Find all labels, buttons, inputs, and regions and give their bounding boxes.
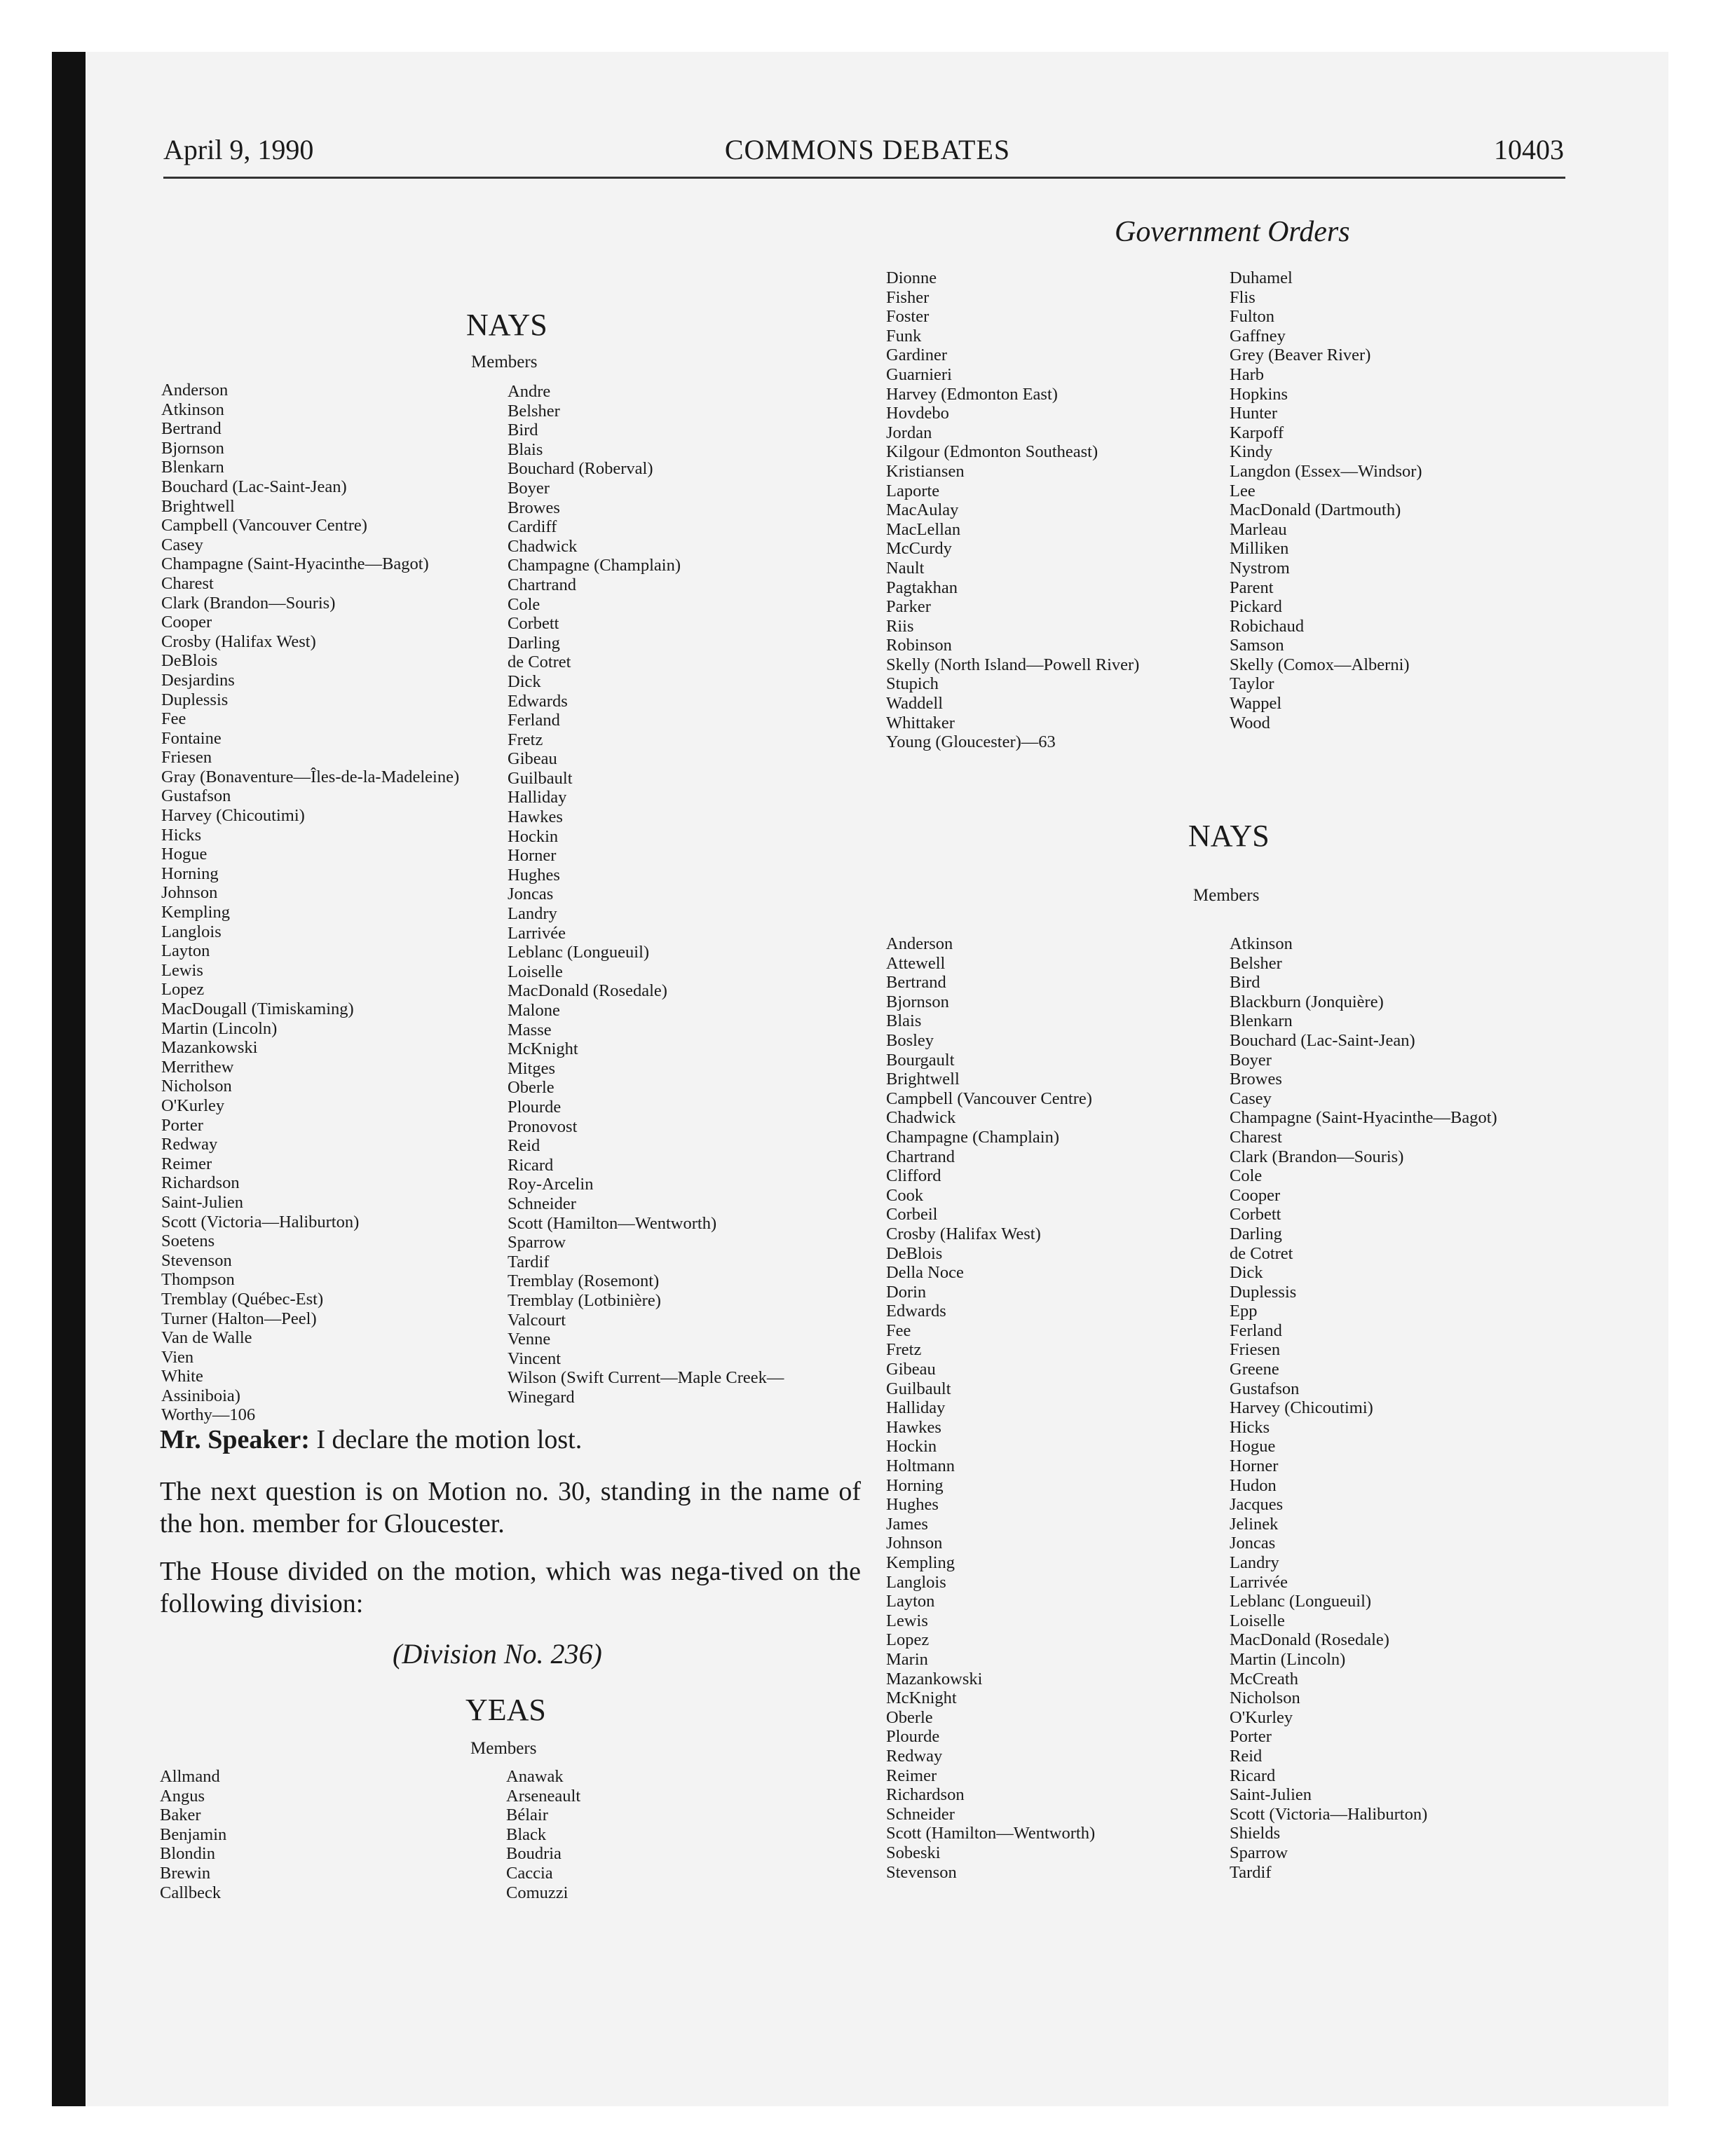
member-name: Tremblay (Rosemont) (508, 1271, 660, 1291)
member-name: Jordan (886, 423, 932, 442)
member-name: MacDonald (Dartmouth) (1230, 500, 1401, 520)
member-name: Kempling (161, 903, 230, 922)
member-name: Anderson (161, 381, 229, 400)
member-name: Martin (Lincoln) (161, 1018, 278, 1038)
member-name: Joncas (1230, 1534, 1276, 1553)
member-name: McKnight (508, 1039, 578, 1059)
member-name: Bertrand (886, 973, 946, 992)
member-name: Boudria (506, 1844, 562, 1864)
nays2-members-label: Members (1193, 886, 1260, 905)
member-name: de Cotret (508, 653, 571, 672)
member-name: Hughes (886, 1495, 939, 1515)
member-name: Casey (1230, 1089, 1272, 1108)
member-name: Whittaker (886, 713, 955, 732)
member-name: Reimer (161, 1154, 212, 1173)
member-name: Allmand (160, 1767, 220, 1786)
member-name: Lopez (886, 1630, 930, 1650)
member-name: Blais (508, 439, 543, 459)
member-name: Kempling (886, 1553, 955, 1572)
member-name: Winegard (508, 1387, 575, 1407)
member-name: Bouchard (Lac-Saint-Jean) (161, 477, 347, 496)
member-name: Champagne (Champlain) (508, 556, 681, 575)
member-name: Sobeski (886, 1843, 941, 1862)
member-name: Chadwick (508, 536, 578, 556)
member-name: Duplessis (1230, 1282, 1297, 1302)
division-paragraph: The House divided on the motion, which was nega-tived on the following division: (160, 1557, 861, 1618)
member-name: Browes (1230, 1070, 1282, 1089)
member-name: de Cotret (1230, 1243, 1293, 1263)
member-name: Hockin (886, 1437, 937, 1456)
member-name: Blenkarn (1230, 1011, 1293, 1031)
member-name: Malone (508, 1001, 560, 1020)
member-name: Cole (508, 594, 540, 614)
member-name: Holtmann (886, 1456, 955, 1476)
member-name: Van de Walle (161, 1328, 252, 1348)
member-name: Turner (Halton—Peel) (161, 1309, 317, 1328)
section-title: Government Orders (1115, 216, 1350, 248)
member-name: Schneider (886, 1804, 955, 1824)
header-rule (163, 177, 1565, 179)
member-name: Fulton (1230, 307, 1274, 327)
member-name: Young (Gloucester)—63 (886, 732, 1056, 752)
member-name: Lewis (161, 960, 203, 980)
header-title: COMMONS DEBATES (724, 134, 1011, 165)
member-name: Layton (161, 941, 210, 961)
member-name: Stupich (886, 674, 939, 694)
member-name: MacAulay (886, 500, 959, 520)
speaker-statement (160, 1424, 861, 1456)
page-number: 10403 (1494, 134, 1564, 165)
member-name: Hughes (508, 865, 560, 885)
member-name: Venne (508, 1330, 551, 1349)
member-name: Champagne (Saint-Hyacinthe—Bagot) (1230, 1108, 1497, 1128)
member-name: Stevenson (886, 1862, 957, 1882)
member-name: Thompson (161, 1270, 235, 1290)
member-name: Atkinson (161, 400, 224, 419)
member-name: Brightwell (161, 496, 235, 516)
member-name: Angus (160, 1786, 205, 1806)
member-name: McCurdy (886, 539, 952, 559)
member-name: Scott (Victoria—Haliburton) (1230, 1804, 1428, 1824)
member-name: Stevenson (161, 1250, 232, 1270)
nays2-list-col1 (886, 934, 1095, 1882)
member-name: Langlois (161, 922, 222, 941)
yeas-heading: YEAS (465, 1693, 546, 1727)
member-name: Dorin (886, 1282, 927, 1302)
member-name: Skelly (North Island—Powell River) (886, 655, 1140, 674)
member-name: Dionne (886, 268, 937, 287)
member-name: Ferland (1230, 1321, 1282, 1340)
member-name: Shields (1230, 1824, 1281, 1843)
member-name: Horning (161, 864, 219, 883)
member-name: Bjornson (161, 438, 224, 458)
member-name: Kilgour (Edmonton Southeast) (886, 442, 1098, 462)
member-name: Valcourt (508, 1310, 566, 1330)
member-name: Robichaud (1230, 616, 1305, 636)
member-name: Hawkes (508, 807, 563, 827)
member-name: Corbett (508, 614, 559, 634)
member-name: Cole (1230, 1166, 1263, 1186)
member-name: Reid (508, 1136, 540, 1156)
member-name: Blackburn (Jonquière) (1230, 992, 1384, 1011)
member-name: Dick (508, 671, 541, 691)
nays-list-col1 (161, 381, 459, 1425)
member-name: Vincent (508, 1349, 562, 1368)
member-name: Lopez (161, 980, 205, 999)
member-name: Harvey (Chicoutimi) (161, 806, 305, 826)
member-name: Lee (1230, 481, 1256, 500)
member-name: Mazankowski (161, 1038, 258, 1058)
member-name: Ricard (508, 1155, 554, 1175)
member-name: O'Kurley (1230, 1707, 1293, 1727)
member-name: Charest (1230, 1127, 1282, 1147)
member-name: Martin (Lincoln) (1230, 1649, 1346, 1669)
member-name: MacDougall (Timiskaming) (161, 999, 354, 1018)
member-name: Andre (508, 382, 551, 401)
member-name: Friesen (1230, 1340, 1281, 1360)
member-name: Scott (Hamilton—Wentworth) (886, 1824, 1096, 1843)
member-name: Langlois (886, 1572, 946, 1592)
member-name: Karpoff (1230, 423, 1284, 442)
member-name: Leblanc (Longueuil) (1230, 1592, 1372, 1611)
member-name: Blenkarn (161, 458, 224, 477)
member-name: Tremblay (Lotbinière) (508, 1290, 661, 1310)
member-name: Harb (1230, 364, 1264, 384)
member-name: Laporte (886, 481, 940, 500)
member-name: Marleau (1230, 519, 1287, 539)
member-name: Crosby (Halifax West) (161, 632, 316, 651)
member-name: Guarnieri (886, 364, 952, 384)
member-name: Benjamin (160, 1824, 227, 1844)
member-name: Plourde (508, 1097, 562, 1117)
member-name: Plourde (886, 1727, 940, 1747)
member-name: MacDonald (Rosedale) (508, 981, 667, 1001)
member-name: Champagne (Saint-Hyacinthe—Bagot) (161, 554, 429, 574)
member-name: Milliken (1230, 539, 1289, 559)
member-name: Marin (886, 1649, 928, 1669)
member-name: Pronovost (508, 1117, 578, 1136)
member-name: Hogue (161, 845, 207, 864)
member-name: O'Kurley (161, 1096, 225, 1115)
member-name: Loiselle (508, 962, 563, 981)
member-name: Ferland (508, 711, 560, 730)
member-name: Darling (508, 633, 560, 653)
member-name: Black (506, 1824, 547, 1844)
member-name: Horner (1230, 1456, 1279, 1476)
member-name: Nicholson (1230, 1688, 1300, 1708)
member-name: Lewis (886, 1611, 928, 1630)
member-name: Desjardins (161, 670, 235, 690)
member-name: Layton (886, 1592, 935, 1611)
member-name: McCreath (1230, 1669, 1298, 1688)
member-name: Bosley (886, 1030, 934, 1050)
member-name: Jacques (1230, 1495, 1284, 1515)
member-name: Darling (1230, 1224, 1282, 1243)
member-name: Pickard (1230, 597, 1282, 617)
member-name: Hawkes (886, 1417, 941, 1437)
member-name: Loiselle (1230, 1611, 1285, 1630)
member-name: Wappel (1230, 694, 1282, 714)
member-name: Gaffney (1230, 326, 1286, 346)
nays2-list-col2 (1230, 934, 1497, 1882)
member-name: Horning (886, 1475, 944, 1495)
member-name: Nystrom (1230, 558, 1290, 578)
member-name: Skelly (Comox—Alberni) (1230, 655, 1410, 674)
member-name: Gustafson (161, 786, 231, 806)
member-name: Hicks (1230, 1417, 1270, 1437)
nays2-heading: NAYS (1188, 819, 1270, 853)
member-name: Edwards (886, 1302, 946, 1321)
member-name: Bourgault (886, 1050, 955, 1070)
member-name: Tardif (1230, 1862, 1272, 1882)
member-name: Arseneault (506, 1786, 581, 1806)
member-name: Richardson (886, 1785, 965, 1805)
member-name: Crosby (Halifax West) (886, 1224, 1041, 1243)
member-name: Baker (160, 1806, 201, 1825)
member-name: Hudon (1230, 1475, 1277, 1495)
nays-heading: NAYS (466, 308, 547, 342)
member-name: Anawak (506, 1767, 564, 1786)
member-name: Oberle (508, 1078, 554, 1098)
member-name: Charest (161, 573, 214, 593)
member-name: Harvey (Edmonton East) (886, 384, 1058, 404)
member-name: Guilbault (886, 1379, 951, 1398)
member-name: Bjornson (886, 992, 949, 1011)
member-name: Nicholson (161, 1077, 232, 1096)
member-name: Della Noce (886, 1263, 964, 1283)
member-name: Brewin (160, 1863, 211, 1883)
member-name: Belsher (508, 401, 560, 421)
member-name: Sparrow (508, 1233, 566, 1253)
member-name: Oberle (886, 1707, 933, 1727)
header-date: April 9, 1990 (163, 134, 314, 165)
member-name: Belsher (1230, 953, 1282, 973)
member-name: Scott (Victoria—Haliburton) (161, 1212, 360, 1231)
member-name: Campbell (Vancouver Centre) (886, 1089, 1092, 1108)
member-name: DeBlois (886, 1243, 943, 1263)
member-name: Friesen (161, 748, 212, 767)
member-name: Boyer (1230, 1050, 1272, 1070)
member-name: Larrivée (508, 923, 566, 943)
member-name: Scott (Hamilton—Wentworth) (508, 1213, 717, 1233)
member-name: Flis (1230, 287, 1256, 307)
member-name: Redway (161, 1135, 218, 1154)
member-name: Fretz (886, 1340, 922, 1360)
yeas-list-col3 (886, 268, 1139, 752)
member-name: Redway (886, 1746, 943, 1766)
member-name: Jelinek (1230, 1514, 1279, 1534)
member-name: Reimer (886, 1766, 937, 1785)
member-name: Wilson (Swift Current—Maple Creek— (508, 1368, 784, 1388)
member-name: Harvey (Chicoutimi) (1230, 1398, 1373, 1418)
member-name: Tardif (508, 1252, 550, 1271)
member-name: Merrithew (161, 1057, 234, 1077)
member-name: Masse (508, 1020, 552, 1039)
member-name: Taylor (1230, 674, 1274, 694)
member-name: Larrivée (1230, 1572, 1288, 1592)
member-name: McKnight (886, 1688, 957, 1708)
yeas-members-label: Members (470, 1739, 537, 1758)
member-name: Bélair (506, 1806, 548, 1825)
member-name: Cooper (161, 613, 212, 632)
member-name: Bird (1230, 973, 1260, 992)
member-name: Landry (508, 904, 557, 924)
speaker-text: I declare the motion lost. (309, 1425, 583, 1454)
member-name: Leblanc (Longueuil) (508, 943, 650, 962)
member-name: Fontaine (161, 728, 222, 748)
member-name: Johnson (886, 1534, 943, 1553)
member-name: Browes (508, 498, 560, 517)
member-name: Greene (1230, 1360, 1279, 1379)
speaker-label: Mr. Speaker: (160, 1425, 310, 1454)
member-name: Fee (886, 1321, 911, 1340)
member-name: Horner (508, 846, 557, 866)
member-name: Porter (1230, 1727, 1272, 1747)
member-name: Duplessis (161, 690, 229, 709)
member-name: Brightwell (886, 1070, 960, 1089)
member-name: Clark (Brandon—Souris) (161, 593, 336, 613)
member-name: Gibeau (886, 1360, 936, 1379)
member-name: Schneider (508, 1194, 576, 1213)
member-name: Hogue (1230, 1437, 1276, 1456)
member-name: Gray (Bonaventure—Îles-de-la-Madeleine) (161, 767, 460, 786)
member-name: Hicks (161, 825, 202, 845)
nays-members-label: Members (471, 353, 538, 371)
member-name: MacLellan (886, 519, 961, 539)
member-name: Reid (1230, 1746, 1263, 1766)
member-name: DeBlois (161, 651, 218, 671)
member-name: Champagne (Champlain) (886, 1127, 1059, 1147)
member-name: Guilbault (508, 768, 573, 788)
member-name: Blais (886, 1011, 922, 1031)
member-name: Hunter (1230, 404, 1278, 423)
member-name: Edwards (508, 691, 568, 711)
member-name: Mitges (508, 1058, 556, 1078)
member-name: Parent (1230, 578, 1274, 597)
member-name: Gardiner (886, 346, 948, 365)
member-name: Worthy—106 (161, 1405, 256, 1425)
member-name: Halliday (508, 788, 567, 807)
yeas-list-col2 (506, 1767, 580, 1902)
member-name: Samson (1230, 636, 1284, 655)
member-name: Bertrand (161, 419, 222, 439)
member-name: Hovdebo (886, 404, 949, 423)
member-name: Hockin (508, 826, 559, 846)
member-name: Riis (886, 616, 914, 636)
member-name: Corbeil (886, 1205, 938, 1224)
member-name: Assiniboia) (161, 1386, 240, 1405)
member-name: Waddell (886, 694, 944, 714)
member-name: Foster (886, 307, 930, 327)
member-name: Richardson (161, 1173, 240, 1193)
member-name: Anderson (886, 934, 953, 953)
member-name: Joncas (508, 885, 554, 904)
member-name: Kristiansen (886, 461, 965, 481)
member-name: Atkinson (1230, 934, 1293, 953)
motion-paragraph: The next question is on Motion no. 30, standing in the name of the hon. member for Gloucester. (160, 1477, 861, 1538)
member-name: Hopkins (1230, 384, 1288, 404)
member-name: Nault (886, 558, 925, 578)
member-name: Parker (886, 597, 931, 617)
member-name: Cook (886, 1185, 924, 1205)
member-name: Cooper (1230, 1185, 1281, 1205)
member-name: Roy-Arcelin (508, 1175, 594, 1194)
member-name: Clark (Brandon—Souris) (1230, 1147, 1404, 1166)
member-name: Blondin (160, 1844, 215, 1864)
member-name: Cardiff (508, 517, 557, 537)
member-name: Soetens (161, 1231, 215, 1251)
member-name: Corbett (1230, 1205, 1281, 1224)
member-name: Robinson (886, 636, 952, 655)
member-name: Mazankowski (886, 1669, 983, 1688)
nays-list-col2 (508, 382, 784, 1407)
member-name: Grey (Beaver River) (1230, 346, 1371, 365)
member-name: Langdon (Essex—Windsor) (1230, 461, 1422, 481)
member-name: Campbell (Vancouver Centre) (161, 516, 367, 535)
yeas-list-col1 (160, 1767, 226, 1902)
member-name: Pagtakhan (886, 578, 958, 597)
member-name: Caccia (506, 1863, 553, 1883)
member-name: White (161, 1367, 203, 1386)
member-name: Chartrand (508, 575, 576, 594)
scan-edge (52, 52, 86, 2106)
member-name: Gustafson (1230, 1379, 1300, 1398)
member-name: Callbeck (160, 1883, 222, 1902)
member-name: Boyer (508, 478, 550, 498)
member-name: MacDonald (Rosedale) (1230, 1630, 1389, 1650)
member-name: Bouchard (Lac-Saint-Jean) (1230, 1030, 1415, 1050)
member-name: James (886, 1514, 928, 1534)
member-name: Ricard (1230, 1766, 1276, 1785)
member-name: Fretz (508, 730, 543, 749)
member-name: Chadwick (886, 1108, 956, 1128)
member-name: Chartrand (886, 1147, 955, 1166)
member-name: Funk (886, 326, 922, 346)
division-number: (Division No. 236) (393, 1638, 602, 1670)
member-name: Kindy (1230, 442, 1273, 462)
member-name: Porter (161, 1115, 203, 1135)
member-name: Vien (161, 1347, 194, 1367)
member-name: Gibeau (508, 749, 557, 769)
member-name: Sparrow (1230, 1843, 1288, 1862)
member-name: Clifford (886, 1166, 941, 1186)
member-name: Attewell (886, 953, 946, 973)
member-name: Dick (1230, 1263, 1263, 1283)
member-name: Saint-Julien (161, 1192, 244, 1212)
member-name: Casey (161, 535, 203, 554)
member-name: Duhamel (1230, 268, 1293, 287)
member-name: Wood (1230, 713, 1270, 732)
member-name: Landry (1230, 1553, 1279, 1572)
member-name: Bird (508, 421, 538, 440)
member-name: Saint-Julien (1230, 1785, 1312, 1805)
member-name: Tremblay (Québec-Est) (161, 1289, 324, 1309)
member-name: Halliday (886, 1398, 946, 1418)
yeas-list-col4 (1230, 268, 1422, 732)
member-name: Bouchard (Roberval) (508, 459, 653, 479)
member-name: Epp (1230, 1302, 1258, 1321)
member-name: Johnson (161, 883, 218, 903)
member-name: Fee (161, 709, 186, 729)
member-name: Comuzzi (506, 1883, 569, 1902)
member-name: Fisher (886, 287, 930, 307)
